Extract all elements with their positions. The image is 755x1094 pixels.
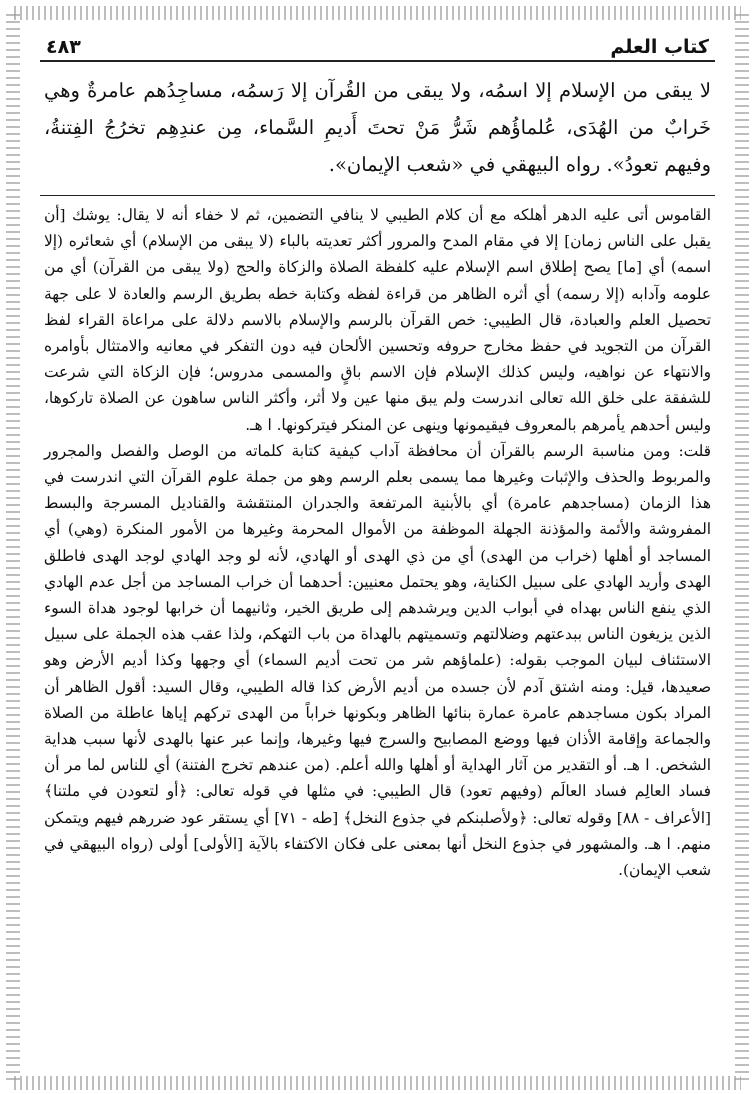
footnote-divider (40, 195, 715, 196)
commentary-section (40, 202, 715, 883)
commentary-paragraph: قلت: ومن مناسبة الرسم بالقرآن أن محافظة آداب كيفية كتابة كلماته من الوصل والفصل والمجرور والمربوط والحذف والإثبات وغيرها مما يسمى بعلم الرسم وهو من جملة علوم القرآن التي اندرست في هذا الزمان (مساجدهم عامرة) أي بالأبنية المرتفعة والجدران المنتقشة والقناديل المسرجة والبسط المفروشة والأئمة والمؤذنة الجهلة الموظفة من الأموال المحرمة وغيرها من الأمور المنكرة (وهي) أي المساجد أو أهلها (خراب من الهدى) أي من ذي الهدى أو الهادي، لأنه لو وجد الهادي لوجد الهدى فاطلق الهدى وأريد الهادي على سبيل الكناية، وهو يحتمل معنيين: أحدهما أن خراب المساجد من أجل عدم الهادي الذي ينفع الناس بهداه في أبواب الدين ويرشدهم إلى طريق الخير، وثانيهما أن خرابها لوجود هداة السوء الذين يزيغون الناس ببدعتهم وضلالتهم وتسميتهم بالهداة من باب التهكم، ولذا عقب هذه الجملة على سبيل الاستئناف لبيان الموجب بقوله: (علماؤهم شر من تحت أديم السماء) أي وجهها وكذا أديم الأرض وهو صعيدها، قيل: ومنه اشتق آدم لأن جسده من أديم الأرض كذا قاله الطيبي، وقال السيد: أقول الظاهر أن المراد بكون مساجدهم عامرة عمارة بنائها الظاهر وبكونها خراباً من الهدى تركهم إياها عاطلة من الصلاة والجماعة وإقامة الأذان فيها ووضع المصابيح والسرج فيها وغيرها، وإنما عبر عنها بالهدى لأنها سبب هداية الشخص. ا هـ. أو التقدير من آثار الهداية أو أهلها والله أعلم. (من عندهم تخرج الفتنة) أي للناس لما مر أن فساد العالِم فساد العالَم (وفيهم تعود) قال الطيبي: في مثلها في قوله تعالى: ﴿أو لتعودن في ملتنا﴾ [الأعراف - ٨٨] وقوله تعالى: ﴿ولأصلبنكم في جذوع النخل﴾ [طه - ٧١] أي يستقر عود ضررهم فيهم ويتمكن منهم. ا هـ. والمشهور في جذوع النخل أنها بمعنى على فكان الاكتفاء بالآية [الأولى] أولى (رواه البيهقي في شعب الإيمان). (44, 441, 711, 880)
decorative-border-bottom (14, 1076, 741, 1090)
page-number: ٤٨٣ (46, 36, 81, 58)
decorative-border-top (14, 6, 741, 20)
hadith-text: لا يبقى من الإسلام إلا اسمُه، ولا يبقى من القُرآن إلا رَسمُه، مساجِدُهم عامرةٌ وهي خَرابٌ من الهُدَى، عُلماؤُهم شَرُّ مَنْ تحتَ أَديمِ السَّماء، مِن عندِهِم تخرُجُ الفِتنةُ، وفيهم تعودُ». رواه البيهقي في «شعب الإيمان». (44, 79, 711, 176)
running-header (40, 28, 715, 62)
book-page (40, 28, 715, 1070)
chapter-title: كتاب العلم (610, 36, 709, 58)
commentary-paragraph: القاموس أتى عليه الدهر أهلكه مع أن كلام الطيبي لا ينافي التضمين، ثم لا خفاء أنه لا يقال: يوشك [أن يقبل على الناس زمان] إلا في مقام المدح والمرور أكثر تعديته بالباء (لا يبقى من الإسلام) أي شعائره (إلا اسمه) أي [ما] يصح إطلاق اسم الإسلام عليه كلفظة الصلاة والزكاة والحج (ولا يبقى من القرآن) أي من علومه وآدابه (إلا رسمه) أي أثره الظاهر من قراءة لفظه وكتابة خطه بطريق الرسم والعادة لا على جهة تحصيل العلم والعبادة، قال الطيبي: خص القرآن بالرسم والإسلام بالاسم دلالة على مراعاة القراء لفظ القرآن من التجويد في حفظ مخارج حروفه وتحسين الألحان فيه دون التفكر في معانيه والامتثال بأوامره والانتهاء عن نواهيه، وليس كذلك الإسلام فإن الاسم باقٍ والمسمى مدروس؛ فإن الزكاة التي شرعت للشفقة على خلق الله تعالى اندرست ولم يبق منها عين ولا أثر، وأكثر الناس ساهون عن الصلاة تاركوها، وليس أحدهم يأمرهم بالمعروف فيقيمونها وينهى عن المنكر فيتركونها. ا هـ. (44, 206, 711, 434)
decorative-border-right (735, 14, 749, 1080)
decorative-border-left (6, 14, 20, 1080)
